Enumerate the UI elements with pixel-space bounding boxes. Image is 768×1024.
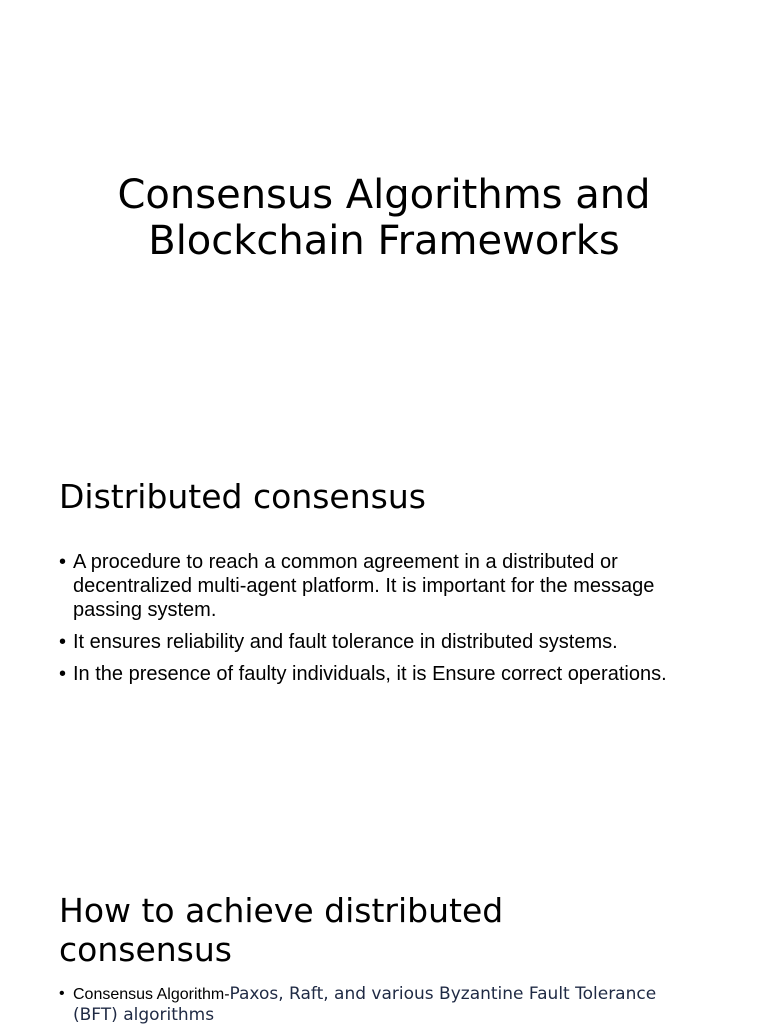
list-item bbox=[59, 630, 719, 654]
bullet-icon: • bbox=[59, 985, 65, 1002]
distributed-consensus-list bbox=[59, 550, 719, 694]
bullet-icon: • bbox=[59, 551, 67, 573]
list-item-text: In the presence of faulty individuals, it is Ensure correct operations. bbox=[73, 663, 667, 685]
bullet-icon: • bbox=[59, 663, 67, 685]
title-line-1: Consensus Algorithms and bbox=[117, 172, 651, 218]
list-item bbox=[59, 662, 719, 686]
heading-line-2: consensus bbox=[59, 930, 232, 969]
achieve-consensus-list bbox=[59, 984, 699, 1024]
page-title bbox=[0, 172, 768, 264]
heading-achieve-consensus bbox=[59, 891, 503, 969]
heading-line-1: How to achieve distributed bbox=[59, 891, 504, 930]
heading-distributed-consensus: Distributed consensus bbox=[59, 477, 426, 516]
list-item bbox=[59, 984, 699, 1024]
list-item-text: A procedure to reach a common agreement in a distributed or decentralized multi-agent platform. It is important for the message passing system. bbox=[73, 551, 655, 621]
title-line-2: Blockchain Frameworks bbox=[148, 218, 620, 264]
bullet-icon: • bbox=[59, 631, 67, 653]
bullet-label: Consensus Algorithm- bbox=[73, 986, 230, 1003]
bullet-detail: Paxos, Raft, and various Byzantine Fault Tolerance (BFT) algorithms bbox=[73, 984, 657, 1024]
list-item-text: It ensures reliability and fault tolerance in distributed systems. bbox=[73, 631, 618, 653]
list-item bbox=[59, 550, 719, 622]
